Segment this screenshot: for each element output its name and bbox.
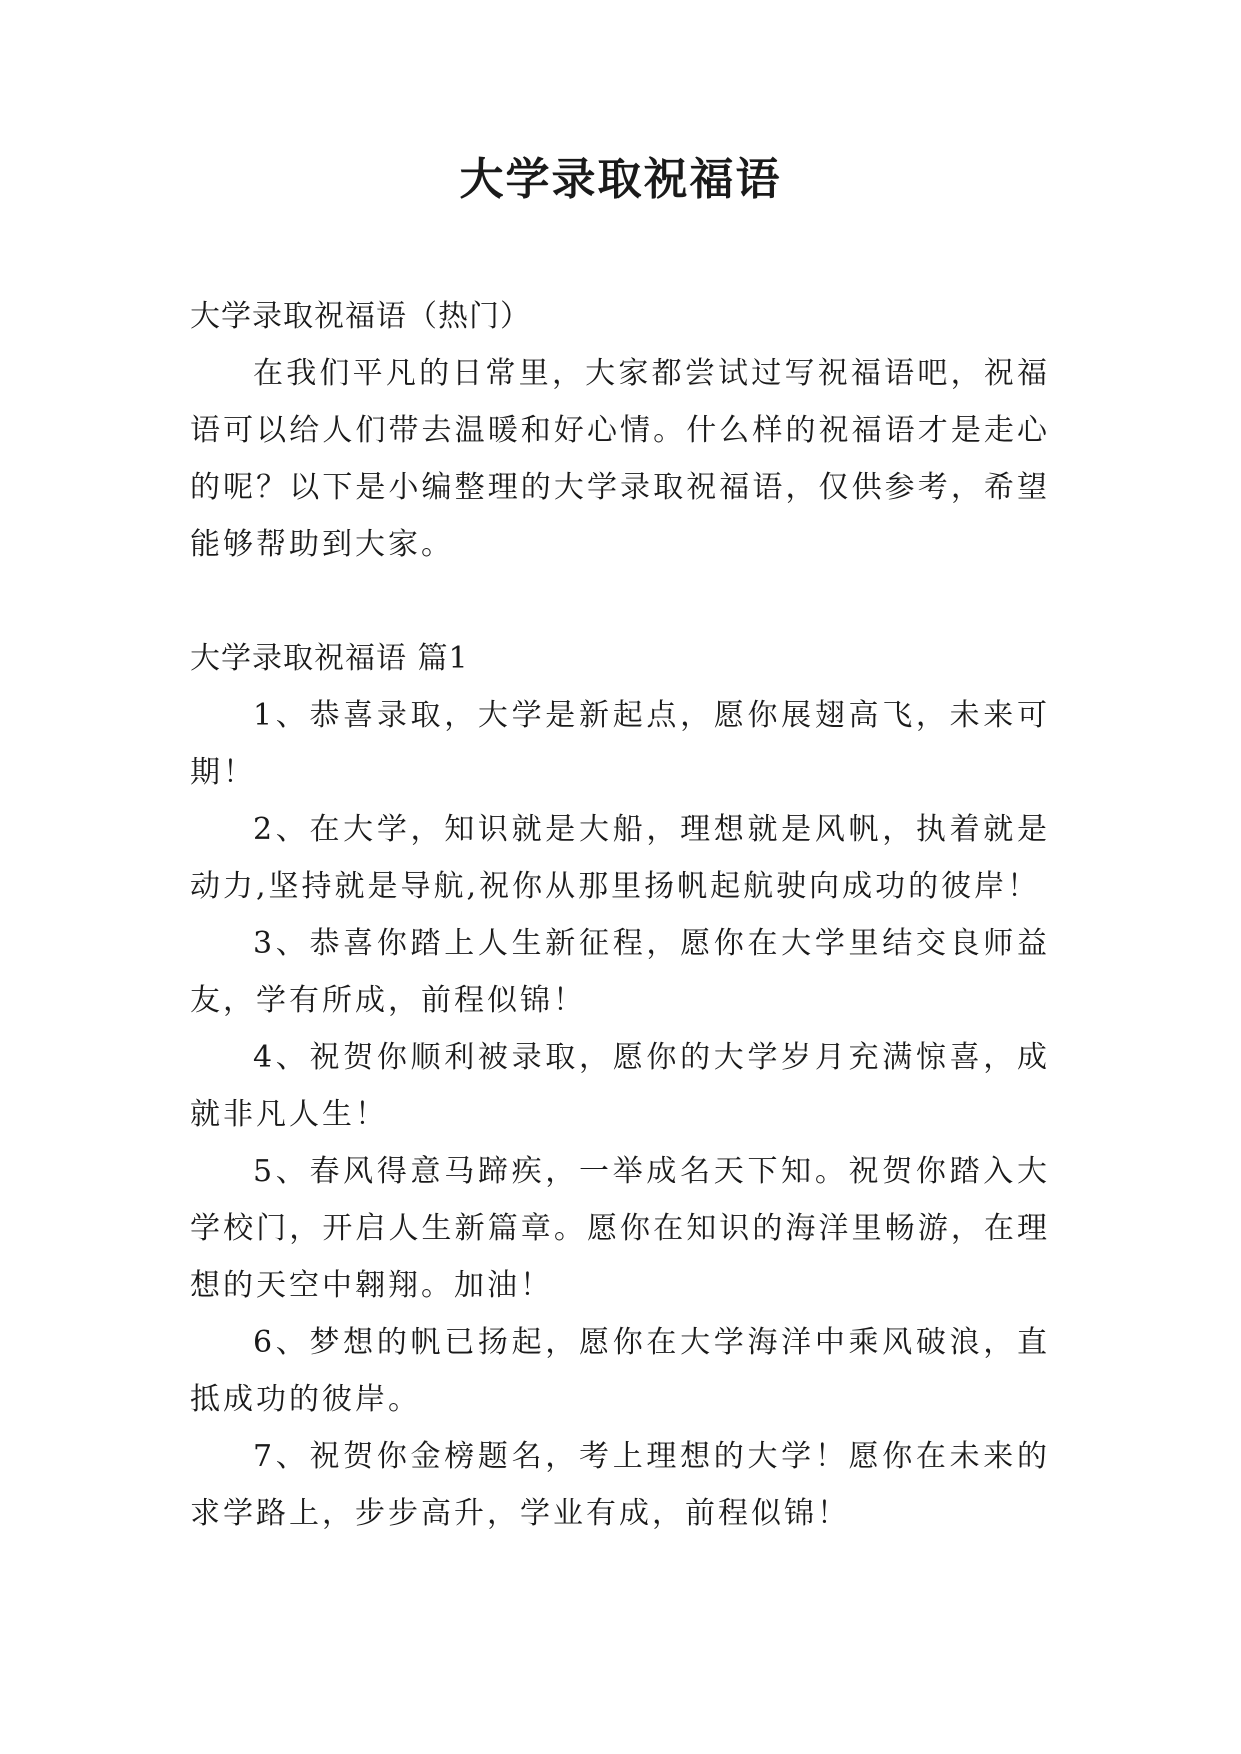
list-item: 5、春风得意马蹄疾，一举成名天下知。祝贺你踏入大学校门，开启人生新篇章。愿你在知识的海洋里畅游，在理想的天空中翱翔。加油！ xyxy=(190,1154,1050,1303)
list-item: 2、在大学，知识就是大船，理想就是风帆，执着就是动力,坚持就是导航,祝你从那里扬帆起航驶向成功的彼岸！ xyxy=(190,812,1050,904)
document-subtitle: 大学录取祝福语（热门） xyxy=(190,299,531,334)
list-item: 7、祝贺你金榜题名，考上理想的大学！愿你在未来的求学路上，步步高升，学业有成，前程似锦！ xyxy=(190,1439,1050,1531)
document-body xyxy=(190,288,1050,1542)
list-item: 6、梦想的帆已扬起，愿你在大学海洋中乘风破浪，直抵成功的彼岸。 xyxy=(190,1325,1050,1417)
wish-list xyxy=(190,687,1050,1542)
list-item: 4、祝贺你顺利被录取，愿你的大学岁月充满惊喜，成就非凡人生！ xyxy=(190,1040,1050,1132)
list-item: 3、恭喜你踏上人生新征程，愿你在大学里结交良师益友，学有所成，前程似锦！ xyxy=(190,926,1050,1018)
section-heading: 大学录取祝福语 篇1 xyxy=(190,641,469,676)
intro-paragraph: 在我们平凡的日常里，大家都尝试过写祝福语吧，祝福语可以给人们带去温暖和好心情。什么样的祝福语才是走心的呢？以下是小编整理的大学录取祝福语，仅供参考，希望能够帮助到大家。 xyxy=(190,356,1050,562)
page-title: 大学录取祝福语 xyxy=(459,154,782,205)
list-item: 1、恭喜录取，大学是新起点，愿你展翅高飞，未来可期！ xyxy=(190,698,1050,790)
